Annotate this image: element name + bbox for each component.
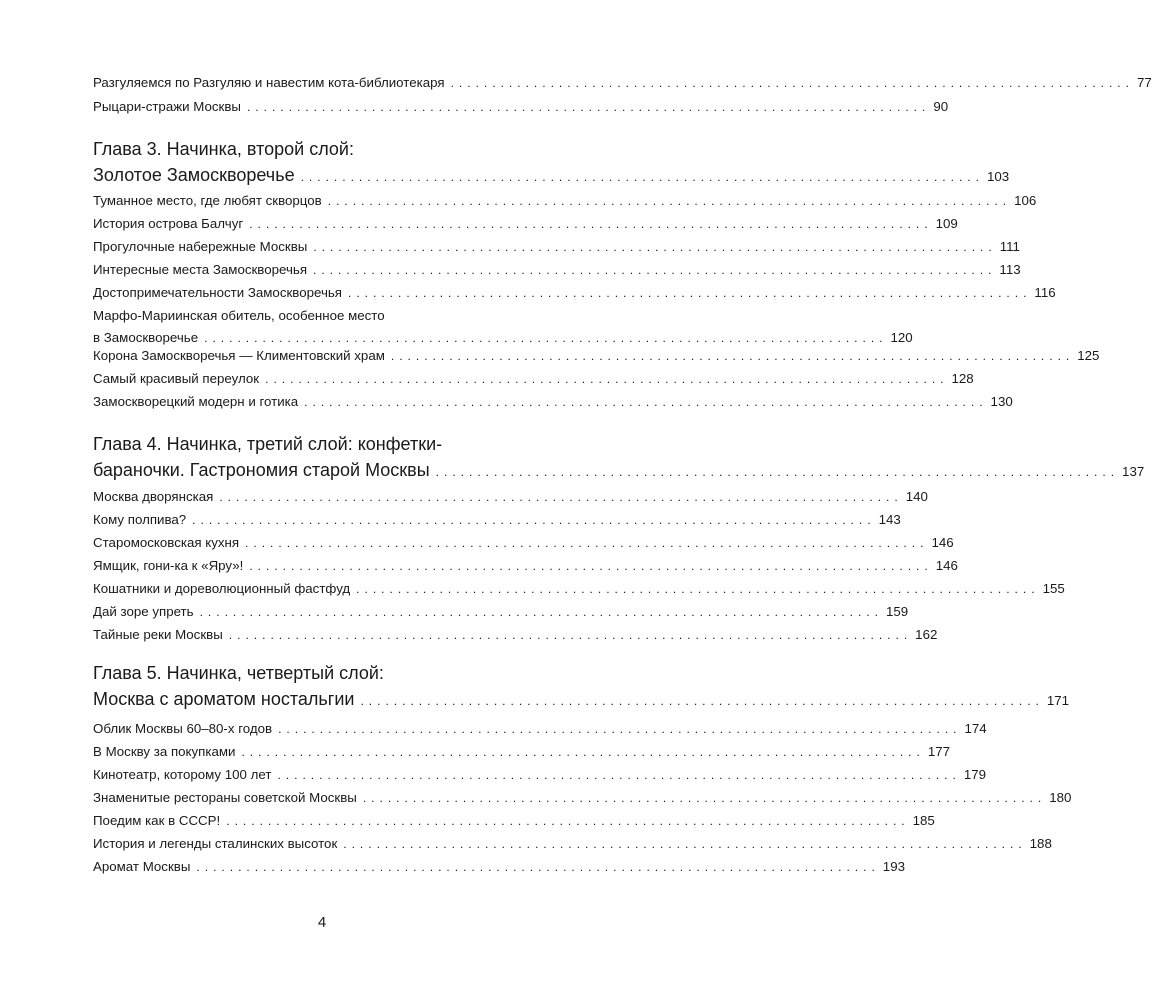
toc-entry-page: 77 (1136, 75, 1152, 90)
leader-dots: .................................................................................. (196, 860, 880, 874)
leader-dots: .................................................................................. (327, 194, 1012, 208)
leader-dots: .................................................................................. (343, 837, 1027, 851)
toc-entry[interactable] (93, 368, 974, 390)
toc-entry-title: Рыцари-стражи Москвы (93, 99, 241, 114)
toc-entry-page: 180 (1049, 790, 1072, 805)
toc-entry[interactable] (93, 236, 1020, 258)
leader-dots: .................................................................................. (313, 240, 997, 254)
toc-entry-page: 111 (999, 239, 1020, 254)
leader-dots: .................................................................................. (450, 76, 1134, 90)
toc-entry-title: Кому полпива? (93, 512, 187, 527)
page-number: 4 (317, 914, 327, 931)
toc-entry[interactable] (93, 856, 905, 878)
chapter-heading-line1: Глава 3. Начинка, второй слой: (93, 139, 354, 159)
toc-entry-title: Корона Замоскворечья — Климентовский храм (93, 348, 385, 363)
toc-entry[interactable] (93, 741, 951, 763)
toc-entry-page: 162 (915, 627, 938, 642)
toc-entry[interactable] (93, 486, 928, 508)
toc-entry-title: Москва дворянская (93, 489, 214, 504)
toc-entry-title: Старомосковская кухня (93, 535, 240, 550)
toc-entry-page: 109 (935, 216, 958, 231)
toc-entry-page: 143 (878, 512, 901, 527)
toc-entry[interactable] (93, 213, 958, 235)
leader-dots: .................................................................................. (204, 331, 888, 345)
toc-entry-title-line2: в Замоскворечье (93, 330, 199, 345)
toc-entry[interactable] (93, 72, 1152, 94)
leader-dots: .................................................................................. (360, 694, 1044, 708)
toc-entry-title: Разгуляемся по Разгуляю и навестим кота-библиотекаря (93, 75, 445, 90)
leader-dots: .................................................................................. (219, 490, 903, 504)
leader-dots: .................................................................................. (241, 745, 925, 759)
toc-entry-page: 146 (931, 535, 954, 550)
toc-entry-page: 159 (885, 604, 909, 619)
toc-entry[interactable] (93, 601, 909, 623)
toc-entry-page: 185 (912, 813, 935, 828)
leader-dots: .................................................................................. (277, 768, 961, 782)
toc-entry[interactable] (93, 555, 958, 577)
toc-entry-page: 140 (905, 489, 928, 504)
chapter-heading-line1: Глава 5. Начинка, четвертый слой: (93, 663, 384, 683)
toc-entry[interactable] (93, 259, 1021, 281)
toc-entry[interactable] (93, 190, 1037, 212)
toc-entry-page: 90 (933, 99, 949, 114)
leader-dots: .................................................................................. (226, 814, 910, 828)
leader-dots: .................................................................................. (435, 465, 1120, 479)
leader-dots: .................................................................................. (348, 286, 1032, 300)
toc-entry-page: 155 (1042, 581, 1065, 596)
toc-entry-title: Дай зоре упреть (93, 604, 194, 619)
toc-entry[interactable] (93, 810, 935, 832)
chapter-heading-line1: Глава 4. Начинка, третий слой: конфетки- (93, 434, 443, 454)
leader-dots: .................................................................................. (278, 722, 962, 736)
toc-entry[interactable] (93, 509, 901, 531)
toc-entry[interactable] (93, 282, 1056, 304)
toc-entry-title: Прогулочные набережные Москвы (93, 239, 308, 254)
leader-dots: .................................................................................. (362, 791, 1047, 805)
toc-entry[interactable] (93, 718, 987, 740)
chapter-page: 137 (1122, 464, 1145, 479)
chapter-heading-line2: бараночки. Гастрономия старой Москвы (93, 460, 430, 480)
toc-entry-title: Поедим как в СССР! (93, 813, 221, 828)
toc-entry-title: Замоскворецкий модерн и готика (93, 394, 299, 409)
chapter-heading-line2: Москва с ароматом ностальгии (93, 689, 355, 709)
toc-entry[interactable] (93, 532, 954, 554)
toc-entry-title: Аромат Москвы (93, 859, 191, 874)
toc-entry-page: 188 (1029, 836, 1052, 851)
toc-entry[interactable] (93, 764, 987, 786)
toc-entry[interactable] (93, 345, 1100, 367)
toc-entry-title: Достопримечательности Замоскворечья (93, 285, 343, 300)
leader-dots: .................................................................................. (265, 372, 949, 386)
chapter-heading[interactable] (93, 660, 1070, 714)
toc-entry[interactable] (93, 96, 949, 118)
toc-entry-page: 113 (999, 262, 1021, 277)
toc-entry-page: 177 (927, 744, 951, 759)
leader-dots: .................................................................................. (228, 628, 913, 642)
chapter-heading[interactable] (93, 431, 1145, 485)
toc-entry-title: Туманное место, где любят скворцов (93, 193, 322, 208)
toc-entry-title: Самый красивый переулок (93, 371, 260, 386)
leader-dots: .................................................................................. (356, 582, 1040, 596)
toc-entry-title: Облик Москвы 60–80-х годов (93, 721, 273, 736)
leader-dots: .................................................................................. (313, 263, 997, 277)
toc-entry-title: Знаменитые рестораны советской Москвы (93, 790, 357, 805)
toc-entry-page: 193 (882, 859, 905, 874)
toc-entry-page: 174 (964, 721, 987, 736)
toc-entry[interactable] (93, 391, 1013, 413)
toc-entry-page: 146 (935, 558, 958, 573)
leader-dots: .................................................................................. (390, 349, 1075, 363)
chapter-page: 103 (986, 169, 1010, 184)
toc-entry[interactable] (93, 787, 1072, 809)
chapter-heading[interactable] (93, 136, 1010, 190)
toc-entry-title-line1: Марфо-Мариинская обитель, особенное место (93, 308, 385, 323)
leader-dots: .................................................................................. (246, 100, 931, 114)
toc-entry-page: 179 (963, 767, 987, 782)
leader-dots: .................................................................................. (192, 513, 876, 527)
toc-entry-page: 116 (1034, 285, 1056, 300)
toc-entry[interactable] (93, 578, 1065, 600)
toc-entry-page: 128 (951, 371, 974, 386)
leader-dots: .................................................................................. (245, 536, 929, 550)
toc-entry-title: В Москву за покупками (93, 744, 236, 759)
toc-entry-title: Ямщик, гони-ка к «Яру»! (93, 558, 244, 573)
chapter-page: 171 (1046, 693, 1070, 708)
leader-dots: .................................................................................. (249, 217, 933, 231)
toc-entry-page: 120 (890, 330, 913, 345)
toc-entry[interactable] (93, 305, 913, 349)
toc-entry[interactable] (93, 833, 1052, 855)
toc-entry-title: Интересные места Замоскворечья (93, 262, 308, 277)
table-of-contents (93, 0, 1152, 1000)
toc-entry[interactable] (93, 624, 938, 646)
leader-dots: .................................................................................. (199, 605, 883, 619)
leader-dots: .................................................................................. (300, 170, 984, 184)
toc-entry-title: Тайные реки Москвы (93, 627, 223, 642)
toc-entry-title: Кошатники и дореволюционный фастфуд (93, 581, 351, 596)
chapter-heading-line2: Золотое Замоскворечье (93, 165, 295, 185)
toc-entry-page: 125 (1077, 348, 1100, 363)
toc-entry-title: Кинотеатр, которому 100 лет (93, 767, 272, 782)
toc-entry-title: История острова Балчуг (93, 216, 244, 231)
leader-dots: .................................................................................. (249, 559, 933, 573)
leader-dots: .................................................................................. (304, 395, 988, 409)
toc-entry-title: История и легенды сталинских высоток (93, 836, 338, 851)
toc-entry-page: 106 (1014, 193, 1037, 208)
toc-entry-page: 130 (990, 394, 1013, 409)
